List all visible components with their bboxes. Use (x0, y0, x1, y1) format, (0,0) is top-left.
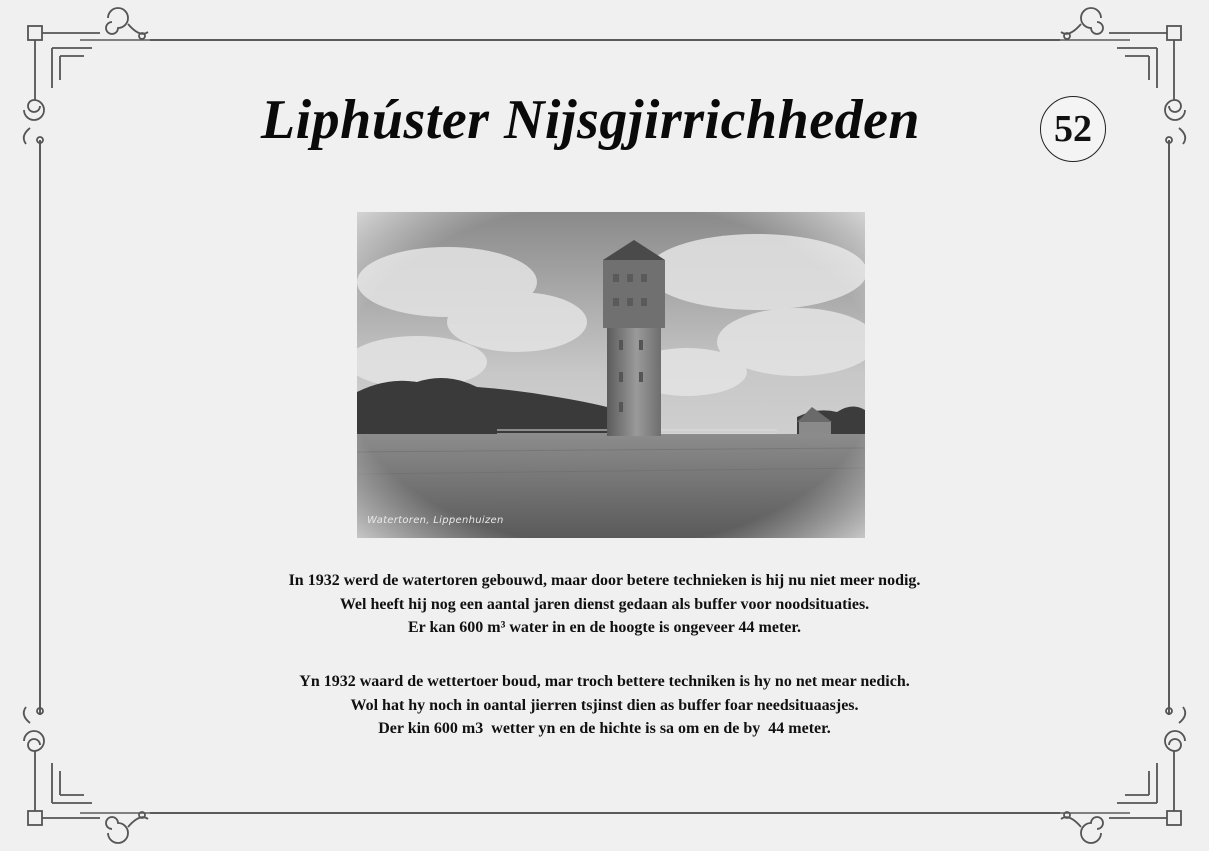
frisian-line-3: Der kin 600 m3 wetter yn en de hichte is sa om en de by 44 meter. (378, 720, 831, 737)
dutch-line-2: Wel heeft hij nog een aantal jaren dienst gedaan als buffer voor noodsituaties. (339, 595, 870, 613)
frisian-line-2: Wol hat hy noch in oantal jierren tsjinst dien as buffer foar needsituaasjes. (350, 696, 859, 714)
page-number: 52 (1054, 108, 1092, 150)
photo-caption: Watertoren, Lippenhuizen (367, 515, 504, 526)
dutch-line-3: Er kan 600 m³ water in en de hoogte is ongeveer 44 meter. (407, 619, 802, 636)
water-tower-photo (357, 212, 865, 538)
frisian-description (0, 670, 1209, 741)
dutch-line-1: In 1932 werd de watertoren gebouwd, maar door betere technieken is hij nu niet meer nodig. (288, 572, 921, 589)
page-title (0, 88, 1209, 152)
frisian-line-1: Yn 1932 waard de wettertoer boud, mar troch bettere techniken is hy no net mear nedich. (299, 673, 910, 690)
page-number-badge (1040, 96, 1106, 162)
dutch-description (0, 569, 1209, 640)
page-title-text: Liphúster Nijsgjirrichheden (260, 89, 921, 151)
